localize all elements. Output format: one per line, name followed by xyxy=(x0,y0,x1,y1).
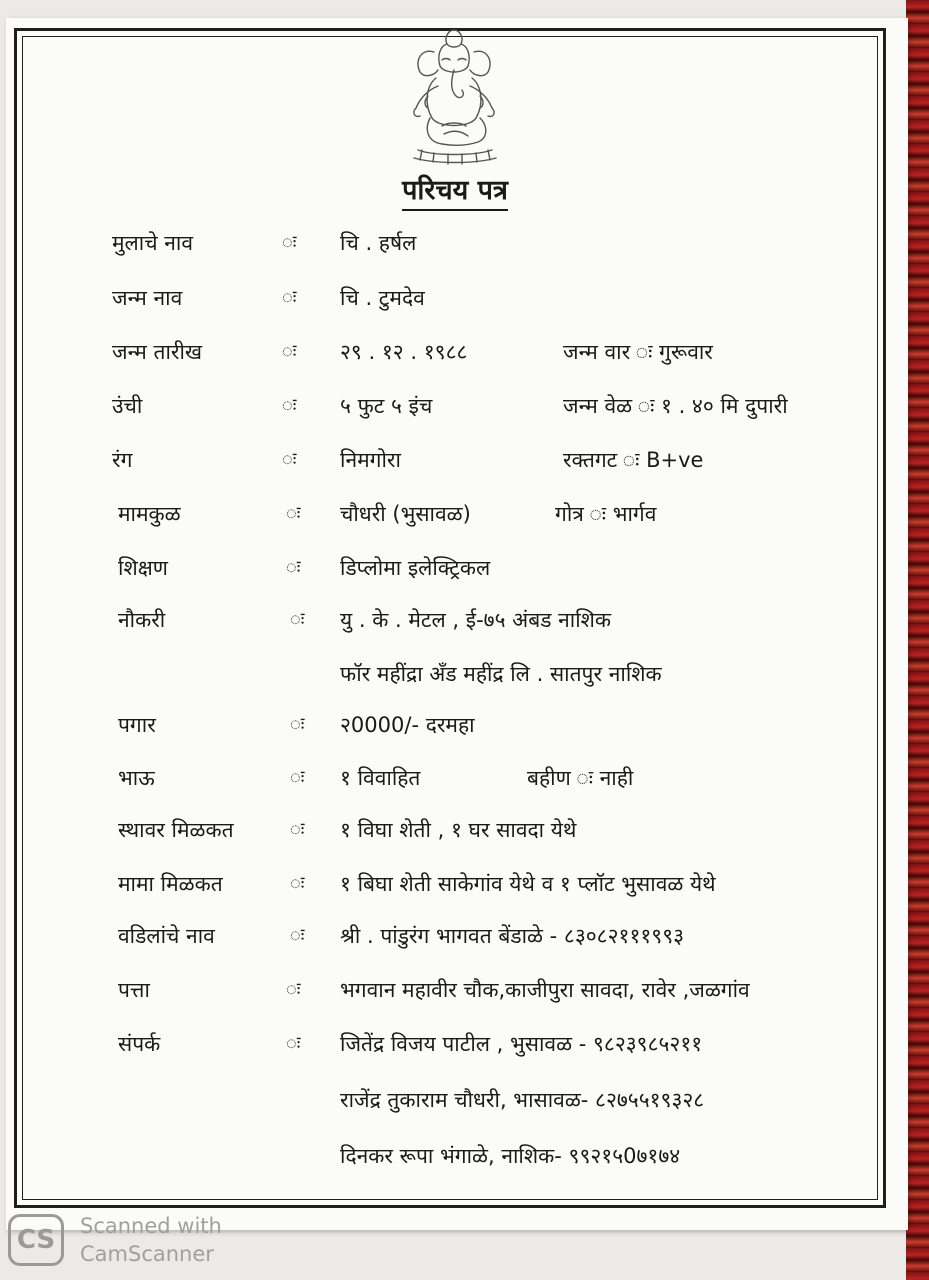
value-job: यु . के . मेटल , ई-७५ अंबड नाशिक xyxy=(340,608,612,632)
label-birth-date: जन्म तारीख xyxy=(112,340,203,364)
value-contact-1: जितेंद्र विजय पाटील , भुसावळ - ९८२३९८५२११ xyxy=(340,1032,703,1056)
separator: ः xyxy=(286,557,301,578)
watermark-line1: Scanned with xyxy=(80,1214,222,1238)
value-brother: १ विवाहित xyxy=(340,766,421,790)
separator: ः xyxy=(290,819,305,840)
label-property: स्थावर मिळकत xyxy=(118,818,234,842)
separator: ः xyxy=(290,609,305,630)
separator: ः xyxy=(286,503,301,524)
separator: ः xyxy=(282,449,297,470)
gotra: गोत्र ः भार्गव xyxy=(555,502,657,526)
label-height: उंची xyxy=(112,394,143,418)
camscanner-logo-icon: CS xyxy=(8,1214,64,1266)
separator: ः xyxy=(282,232,297,253)
ganesha-emblem-icon xyxy=(404,26,504,166)
value-birth-name: चि . टुमदेव xyxy=(340,286,425,310)
birth-time: जन्म वेळ ः १ . ४० मि दुपारी xyxy=(563,394,788,418)
value-father-name: श्री . पांडुरंग भागवत बेंडाळे - ८३०८२१११९९३ xyxy=(340,924,685,948)
value-property: १ विघा शेती , १ घर सावदा येथे xyxy=(340,818,577,842)
separator: ः xyxy=(290,714,305,735)
label-uncle-property: मामा मिळकत xyxy=(118,872,223,896)
document-title: परिचय पत्र xyxy=(300,170,610,207)
camscanner-watermark xyxy=(8,1212,248,1272)
blood-group: रक्तगट ः B+ve xyxy=(563,448,704,472)
value-maternal-clan: चौधरी (भुसावळ) xyxy=(340,502,471,526)
value-contact-3: दिनकर रूपा भंगाळे, नाशिक- ९९२१५0७१७४ xyxy=(340,1144,681,1168)
label-address: पत्ता xyxy=(118,978,150,1002)
value-contact-2: राजेंद्र तुकाराम चौधरी, भासावळ- ८२७५५१९३२८ xyxy=(340,1088,705,1112)
label-brother: भाऊ xyxy=(118,766,155,790)
label-boy-name: मुलाचे नाव xyxy=(112,231,194,255)
separator: ः xyxy=(290,767,305,788)
separator: ः xyxy=(290,873,305,894)
birth-day: जन्म वार ः गुरूवार xyxy=(563,340,713,364)
value-uncle-property: १ बिघा शेती साकेगांव येथे व १ प्लॉट भुसावळ येथे xyxy=(340,872,716,896)
label-education: शिक्षण xyxy=(118,556,168,580)
watermark-line2: CamScanner xyxy=(80,1242,214,1266)
label-maternal-clan: मामकुळ xyxy=(118,502,181,526)
value-birth-date: २९ . १२ . १९८८ xyxy=(340,340,468,364)
separator: ः xyxy=(282,395,297,416)
separator: ः xyxy=(286,1033,301,1054)
value-boy-name: चि . हर्षल xyxy=(340,231,417,255)
label-birth-name: जन्म नाव xyxy=(112,286,183,310)
value-job-line2: फॉर महींद्रा अँड महींद्र लि . सातपुर नाशिक xyxy=(340,662,662,686)
sister: बहीण ः नाही xyxy=(527,766,634,790)
value-salary: २0000/- दरमहा xyxy=(340,713,475,737)
value-education: डिप्लोमा इलेक्ट्रिकल xyxy=(340,556,491,580)
value-complexion: निमगोरा xyxy=(340,448,401,472)
label-complexion: रंग xyxy=(112,448,133,472)
label-salary: पगार xyxy=(118,713,156,737)
separator: ः xyxy=(282,341,297,362)
value-address: भगवान महावीर चौक,काजीपुरा सावदा, रावेर ,जळगांव xyxy=(340,978,750,1002)
separator: ः xyxy=(286,979,301,1000)
value-height: ५ फुट ५ इंच xyxy=(340,394,433,418)
label-job: नौकरी xyxy=(118,608,166,632)
separator: ः xyxy=(282,287,297,308)
separator: ः xyxy=(290,925,305,946)
label-contact: संपर्क xyxy=(118,1032,161,1056)
red-fabric-edge xyxy=(906,0,929,1280)
label-father-name: वडिलांचे नाव xyxy=(118,924,215,948)
